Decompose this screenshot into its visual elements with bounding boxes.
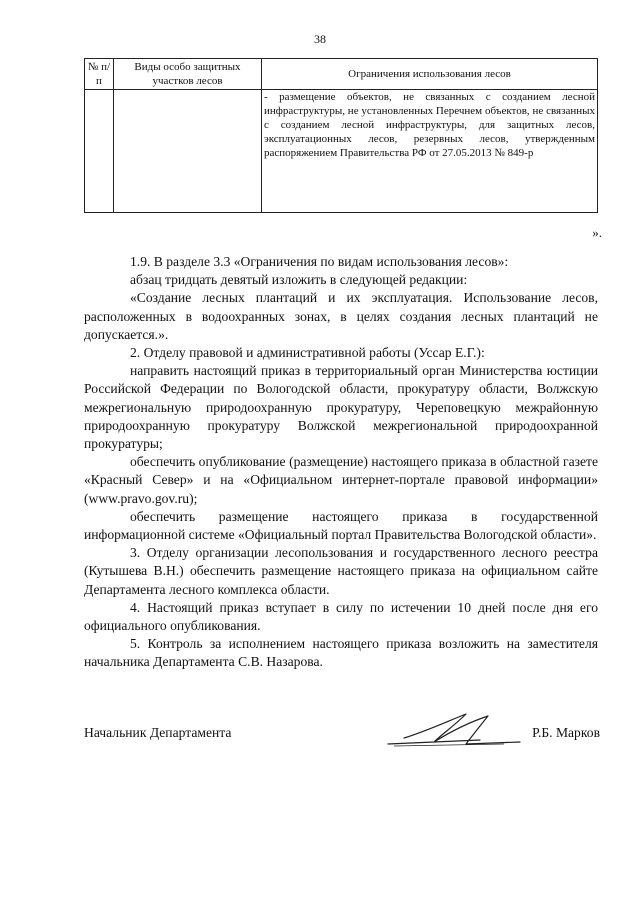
table-cell-restriction: - размещение объектов, не связанных с созданием лесной инфраструктуры, не установленных Перечнем объектов, не связанных с созданием лесной инфраструктуры, для защитных лесов, эксплуатационных лесов, резервных лесов, утвержденным распоряжением Правительства РФ от 27.05.2013 № 849-р [262, 90, 598, 213]
page-number: 38 [314, 32, 326, 46]
paragraph-2: 2. Отделу правовой и административной работы (Уссар Е.Г.): [130, 345, 485, 361]
column-header-forest-areas: Виды особо защитных участков лесов [114, 59, 262, 90]
column-header-restrictions: Ограничения использования лесов [262, 59, 598, 90]
signature-name: Р.Б. Марков [532, 725, 600, 740]
table-cell-forest-area [114, 90, 262, 213]
paragraph-2-publish: обеспечить опубликование (размещение) настоящего приказа в областной газете «Красный Север» и на «Официальном интернет-портале правовой информации» (www.pravo.gov.ru); [84, 454, 598, 506]
table-closing-quote: ». [592, 225, 602, 240]
table-row [85, 90, 598, 213]
column-header-number: № п/п [85, 59, 114, 90]
paragraph-quote: «Создание лесных плантаций и их эксплуатация. Использование лесов, расположенных в водоохранных зонах, в целях создания лесных плантаций не допускается.». [84, 290, 598, 342]
paragraph-5: 5. Контроль за исполнением настоящего приказа возложить на заместителя начальника Департамента С.В. Назарова. [84, 636, 598, 670]
paragraph-abzac: абзац тридцать девятый изложить в следующей редакции: [130, 272, 468, 288]
table-cell-number [85, 90, 114, 213]
document-body [84, 253, 598, 672]
paragraph-1-9: 1.9. В разделе 3.3 «Ограничения по видам использования лесов»: [130, 254, 509, 269]
restrictions-table [84, 58, 598, 213]
paragraph-2-portal: обеспечить размещение настоящего приказа в государственной информационной системе «Официальный портал Правительства Вологодской области». [84, 508, 598, 543]
paragraph-4: 4. Настоящий приказ вступает в силу по истечении 10 дней после дня его официального опубликования. [84, 599, 598, 634]
paragraph-2-send: направить настоящий приказ в территориальный орган Министерства юстиции Российской Федерации по Вологодской области, прокуратуру области, Волжскую межрегиональную природоохранную прокуратуру, Череповецкую межрайонную природоохранную прокуратуру Волжской межрегиональной природоохранной прокуратуры; [84, 363, 598, 452]
paragraph-3: 3. Отделу организации лесопользования и государственного лесного реестра (Кутышева В.Н.) обеспечить размещение настоящего приказа на официальном сайте Департамента лесного комплекса области. [84, 545, 598, 597]
handwritten-signature [384, 708, 524, 752]
signature-title: Начальник Департамента [84, 725, 232, 740]
